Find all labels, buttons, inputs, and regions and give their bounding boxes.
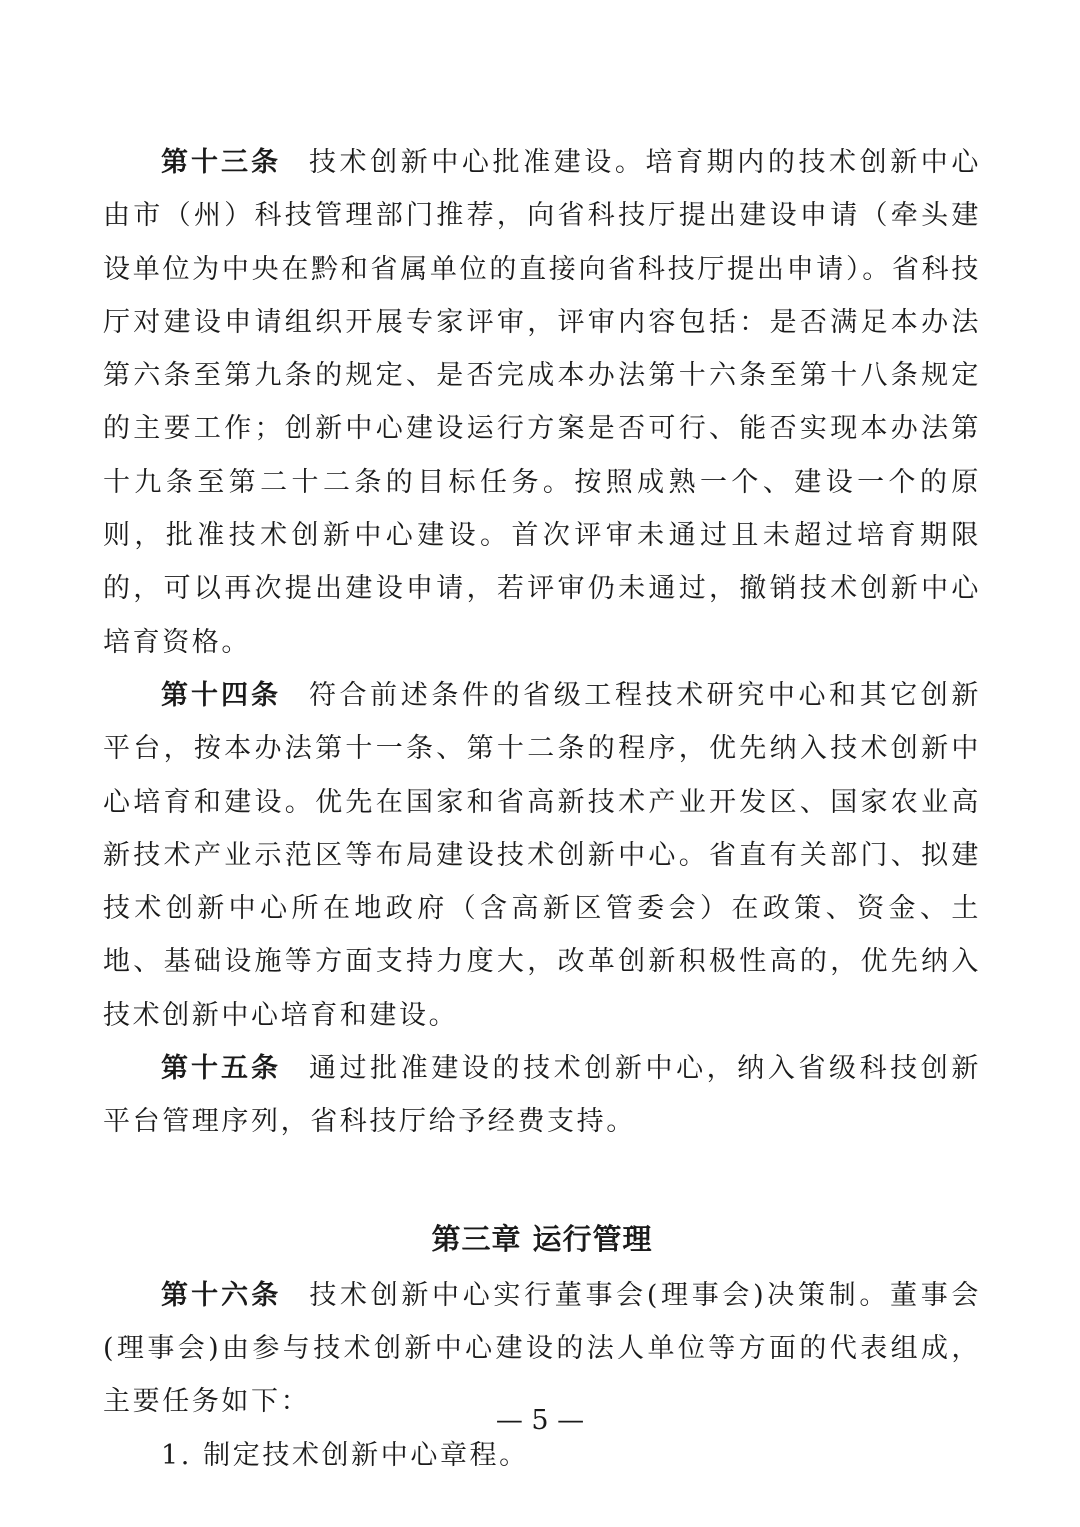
article-text: 技术创新中心批准建设。培育期内的技术创新中心由市（州）科技管理部门推荐，向省科技厅提出建设申请（牵头建设单位为中央在黔和省属单位的直接向省科技厅提出申请）。省科技厅对建设申请组织开展专家评审，评审内容包括：是否满足本办法第六条至第九条的规定、是否完成本办法第十六条至第十八条规定的主要工作；创新中心建设运行方案是否可行、能否实现本办法第十九条至第二十二条的目标任务。按照成熟一个、建设一个的原则，批准技术创新中心建设。首次评审未通过且未超过培育期限的，可以再次提出建设申请，若评审仍未通过，撤销技术创新中心培育资格。 [103, 147, 981, 658]
article-label: 第十六条 [161, 1279, 282, 1311]
list-item: 1. 制定技术创新中心章程。 [161, 1439, 529, 1471]
article-text: 通过批准建设的技术创新中心，纳入省级科技创新平台管理序列，省科技厅给予经费支持。 [103, 1053, 981, 1138]
article-text: 技术创新中心实行董事会(理事会)决策制。董事会(理事会)由参与技术创新中心建设的法人单位等方面的代表组成，主要任务如下： [103, 1279, 981, 1418]
article-13 [103, 136, 981, 669]
article-text: 符合前述条件的省级工程技术研究中心和其它创新平台，按本办法第十一条、第十二条的程序，优先纳入技术创新中心培育和建设。优先在国家和省高新技术产业开发区、国家农业高新技术产业示范区等布局建设技术创新中心。省直有关部门、拟建技术创新中心所在地政府（含高新区管委会）在政策、资金、土地、基础设施等方面支持力度大，改革创新积极性高的，优先纳入技术创新中心培育和建设。 [103, 679, 981, 1031]
article-label: 第十三条 [161, 147, 281, 178]
article-15 [103, 1042, 981, 1149]
chapter-title: 第三章 运行管理 [431, 1221, 653, 1256]
article-label: 第十五条 [161, 1053, 281, 1085]
article-14 [103, 669, 981, 1042]
document-body [103, 136, 981, 1482]
article-label: 第十四条 [161, 679, 281, 711]
page-number: — 5 — [495, 1405, 585, 1436]
